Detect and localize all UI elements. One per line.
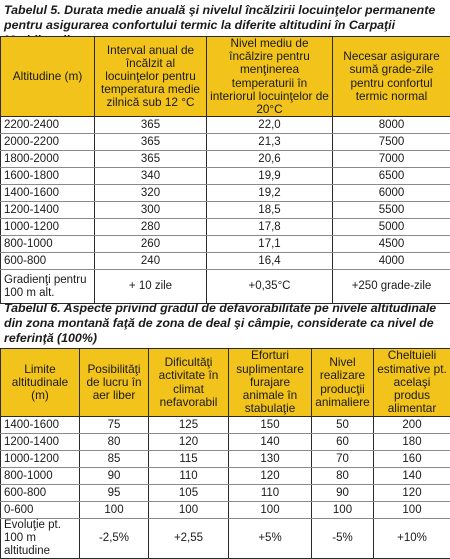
table-cell: 320 xyxy=(95,185,207,202)
row-label: 1200-1400 xyxy=(1,202,95,219)
table-row xyxy=(1,502,450,519)
table5-header-row xyxy=(1,37,450,117)
table-row xyxy=(1,236,450,253)
header-extra-feeding: Eforturi suplimentare furajare animale în stabulaţie xyxy=(229,349,312,417)
footer-cell: + 10 zile xyxy=(95,270,207,304)
table-cell: 50 xyxy=(312,417,374,434)
table6-footer-row xyxy=(1,519,450,559)
row-label: 2000-2200 xyxy=(1,134,95,151)
row-label: 800-1000 xyxy=(1,236,95,253)
table-cell: 6000 xyxy=(333,185,450,202)
header-degree-days: Necesar asigurare sumă grade-zile pentru confortul termic normal xyxy=(333,37,450,117)
table-row xyxy=(1,185,450,202)
table-cell: 20,6 xyxy=(207,151,333,168)
table-cell: 5500 xyxy=(333,202,450,219)
table-cell: 4500 xyxy=(333,236,450,253)
footer-cell: +250 grade-zile xyxy=(333,270,450,304)
row-label: 1400-1600 xyxy=(1,417,80,434)
table-cell: 260 xyxy=(95,236,207,253)
header-heating-level: Nivel mediu de încălzire pentru menţinerea temperaturii în interiorul locuinţelor de 20°C xyxy=(207,37,333,117)
table-cell: 4000 xyxy=(333,253,450,270)
table-cell: 200 xyxy=(374,417,450,434)
table-cell: 19,2 xyxy=(207,185,333,202)
row-label: 1800-2000 xyxy=(1,151,95,168)
table-cell: 100 xyxy=(312,502,374,519)
row-label: 2200-2400 xyxy=(1,117,95,134)
table-row xyxy=(1,468,450,485)
table5-footer-row xyxy=(1,270,450,304)
table-cell: 160 xyxy=(374,451,450,468)
table-row xyxy=(1,168,450,185)
table-row xyxy=(1,253,450,270)
table-cell: 7500 xyxy=(333,134,450,151)
table-cell: 90 xyxy=(312,485,374,502)
row-label: 600-800 xyxy=(1,485,80,502)
table-cell: 5000 xyxy=(333,219,450,236)
table-cell: 180 xyxy=(374,434,450,451)
table-cell: 95 xyxy=(80,485,149,502)
table-cell: 340 xyxy=(95,168,207,185)
table-cell: 100 xyxy=(149,502,229,519)
table-cell: 17,1 xyxy=(207,236,333,253)
table-cell: 365 xyxy=(95,134,207,151)
table-cell: 80 xyxy=(80,434,149,451)
table-row xyxy=(1,434,450,451)
header-heating-interval: Interval anual de încălzit al locuinţelor pentru temperatura medie zilnică sub 12 °C xyxy=(95,37,207,117)
table-cell: 365 xyxy=(95,151,207,168)
table-row xyxy=(1,485,450,502)
table-cell: 280 xyxy=(95,219,207,236)
table-cell: 17,8 xyxy=(207,219,333,236)
table-cell: 120 xyxy=(374,485,450,502)
footer-label: Evoluţie pt. 100 m altitudine xyxy=(1,519,80,559)
table-cell: 110 xyxy=(149,468,229,485)
footer-cell: +5% xyxy=(229,519,312,559)
table6 xyxy=(0,348,450,559)
table-cell: 16,4 xyxy=(207,253,333,270)
table-cell: 140 xyxy=(229,434,312,451)
table-cell: 120 xyxy=(149,434,229,451)
table-cell: 100 xyxy=(229,502,312,519)
table-cell: 115 xyxy=(149,451,229,468)
table5-caption: Tabelul 5. Durata medie anuală şi nivelul încălzirii locuinţelor permanente pentru asigurarea confortului termic la diferite altitudini în Carpaţii xyxy=(4,3,436,32)
table-cell: 130 xyxy=(229,451,312,468)
table-cell: 18,5 xyxy=(207,202,333,219)
table-cell: 300 xyxy=(95,202,207,219)
table-cell: 105 xyxy=(149,485,229,502)
table-cell: 70 xyxy=(312,451,374,468)
row-label: 1000-1200 xyxy=(1,219,95,236)
header-altitude-limits: Limite altitudinale (m) xyxy=(1,349,80,417)
header-animal-production: Nivel realizare producţii animaliere xyxy=(312,349,374,417)
table-cell: 110 xyxy=(229,485,312,502)
table-cell: 80 xyxy=(312,468,374,485)
table-cell: 7000 xyxy=(333,151,450,168)
table-cell: 85 xyxy=(80,451,149,468)
table-row xyxy=(1,202,450,219)
table-cell: 125 xyxy=(149,417,229,434)
table-cell: 150 xyxy=(229,417,312,434)
footer-cell: +10% xyxy=(374,519,450,559)
table6-header-row xyxy=(1,349,450,417)
table-cell: 240 xyxy=(95,253,207,270)
table-cell: 365 xyxy=(95,117,207,134)
table-row xyxy=(1,117,450,134)
row-label: 800-1000 xyxy=(1,468,80,485)
header-altitude: Altitudine (m) xyxy=(1,37,95,117)
header-estimated-costs: Cheltuieli estimative pt. acelaşi produs alimentar xyxy=(374,349,450,417)
row-label: 1200-1400 xyxy=(1,434,80,451)
table5 xyxy=(0,36,450,304)
footer-cell: +0,35°C xyxy=(207,270,333,304)
table-cell: 140 xyxy=(374,468,450,485)
footer-cell: -5% xyxy=(312,519,374,559)
table-cell: 100 xyxy=(374,502,450,519)
table-cell: 75 xyxy=(80,417,149,434)
row-label: 1000-1200 xyxy=(1,451,80,468)
table-row xyxy=(1,151,450,168)
table-cell: 22,0 xyxy=(207,117,333,134)
table-row xyxy=(1,451,450,468)
table-cell: 8000 xyxy=(333,117,450,134)
row-label: 600-800 xyxy=(1,253,95,270)
table-cell: 21,3 xyxy=(207,134,333,151)
table-cell: 100 xyxy=(80,502,149,519)
table6-caption: Tabelul 6. Aspecte privind gradul de defavorabilitate pe nivele altitudinale din zona montană faţă de zona de deal şi câmpie, considerate ca nivel de referinţă (100%) xyxy=(4,301,437,345)
table-cell: 6500 xyxy=(333,168,450,185)
header-climate-difficulty: Dificultăţi activitate în climat nefavorabil xyxy=(149,349,229,417)
table-cell: 60 xyxy=(312,434,374,451)
table-row xyxy=(1,134,450,151)
row-label: 1400-1600 xyxy=(1,185,95,202)
footer-cell: +2,55 xyxy=(149,519,229,559)
table-row xyxy=(1,417,450,434)
table-cell: 120 xyxy=(229,468,312,485)
footer-label: Gradienţi pentru 100 m alt. xyxy=(1,270,95,304)
footer-cell: -2,5% xyxy=(80,519,149,559)
table-row xyxy=(1,219,450,236)
header-outdoor-work: Posibilităţi de lucru în aer liber xyxy=(80,349,149,417)
table-cell: 90 xyxy=(80,468,149,485)
row-label: 0-600 xyxy=(1,502,80,519)
row-label: 1600-1800 xyxy=(1,168,95,185)
table-cell: 19,9 xyxy=(207,168,333,185)
